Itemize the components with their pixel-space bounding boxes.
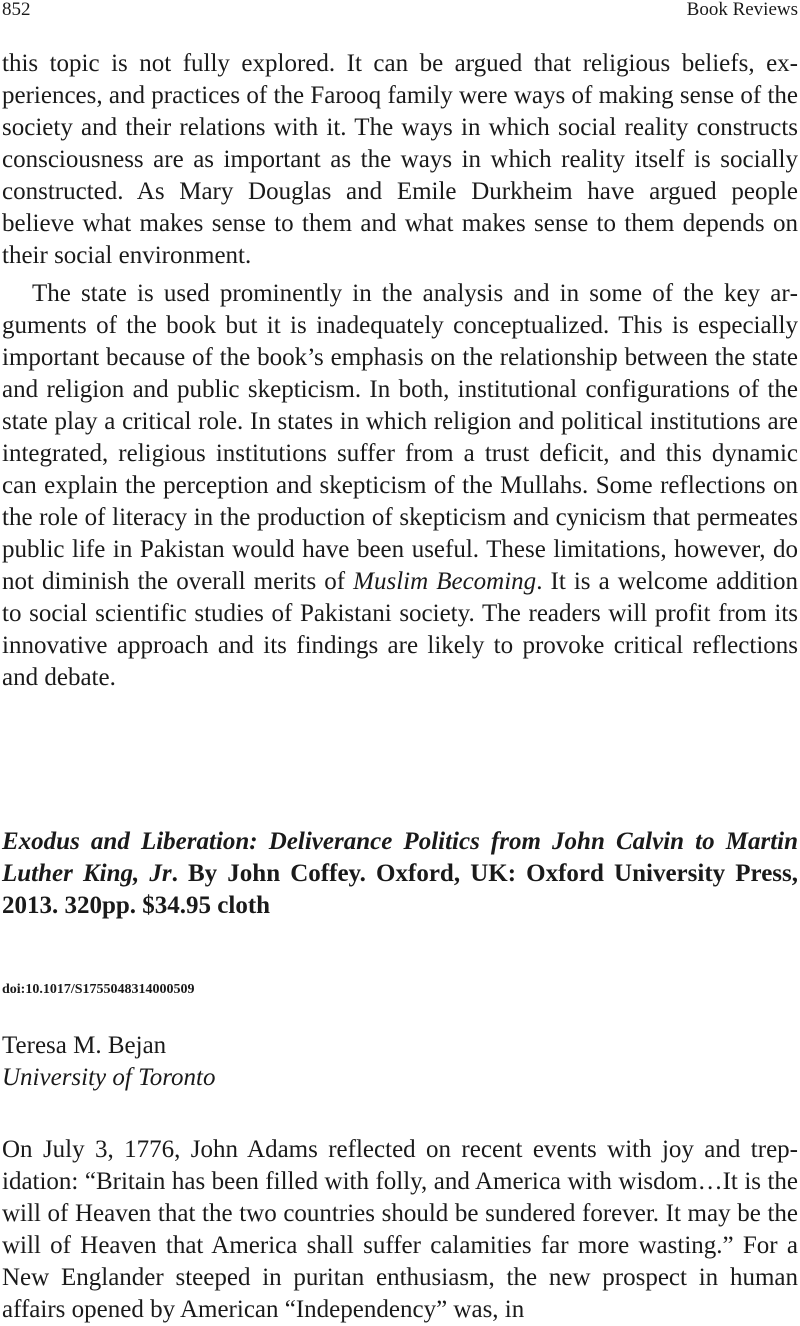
doi-link[interactable]: doi:10.1017/S1755048314000509 <box>2 982 195 997</box>
review-paragraph-2 <box>2 278 798 694</box>
page-number: 852 <box>2 0 31 20</box>
review-opening-paragraph: On July 3, 1776, John Adams reflected on recent events with joy and trepidation: “Britain has been filled with folly, and America with wisdom…It is the will of Heaven that the two countries should be sundered forever. It may be the will of Heaven that America shall suffer calamities far more wasting.” For a New Englander steeped in puritan enthusiasm, the new prospect in human affairs opened by American “Independency” was, in <box>2 1136 798 1323</box>
reviewer-affiliation: University of Toronto <box>2 1064 216 1091</box>
book-title: Exodus and Liberation: Deliverance Politics from John Calvin to Martin Luther King, Jr <box>2 828 798 887</box>
paragraph-2-text-a: The state is used prominently in the analysis and in some of the key arguments of the book but it is inadequately conceptualized. This is especially important because of the book’s emphasis on the relationship between the state and religion and public skepticism. In both, institutional configurations of the state play a critical role. In states in which religion and political institutions are integrated, religious institutions suffer from a trust deficit, and this dynamic can explain the perception and skepticism of the Mullahs. Some reflections on the role of literacy in the production of skepticism and cynicism that permeates public life in Pakistan would have been useful. These limitations, however, do not diminish the overall merits of <box>2 280 798 595</box>
running-head <box>0 0 800 22</box>
cited-book-title: Muslim Becoming <box>353 568 537 595</box>
book-details: . By John Coffey. Oxford, UK: Oxford University Press, 2013. 320pp. $34.95 cloth <box>2 860 798 919</box>
reviewer-name: Teresa M. Bejan <box>2 1032 167 1059</box>
book-review-heading <box>2 826 798 922</box>
section-title: Book Reviews <box>686 0 798 20</box>
review-paragraph-1: this topic is not fully explored. It can be argued that religious beliefs, experiences, and practices of the Farooq family were ways of making sense of the society and their relations with it. The ways in which social reality constructs consciousness are as important as the ways in which reality itself is socially constructed. As Mary Douglas and Emile Durkheim have argued people believe what makes sense to them and what makes sense to them depends on their social environment. <box>2 50 798 269</box>
paragraph-2-text-b: . It is a welcome addition to social scientific studies of Pakistani society. The readers will profit from its innovative approach and its findings are likely to provoke critical reflections and debate. <box>2 568 798 691</box>
